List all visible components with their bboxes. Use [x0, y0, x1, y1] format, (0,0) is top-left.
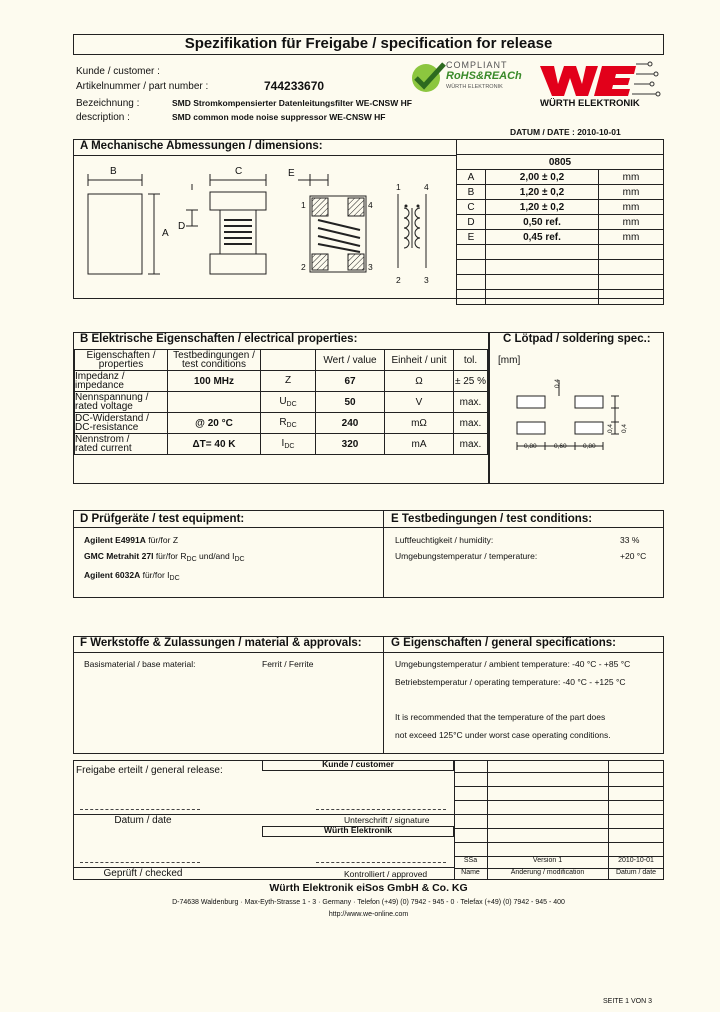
- rohs-compliant: COMPLIANT: [446, 60, 508, 70]
- schem-pin-3: 3: [424, 275, 429, 285]
- rev-row-1: [454, 772, 664, 773]
- date-line-1: [80, 809, 200, 810]
- rev-initials: SSa: [463, 857, 478, 864]
- designation: SMD Stromkompensierter Datenleitungsfilter WE-CNSW HF: [172, 98, 412, 108]
- section-g-title: [391, 637, 616, 649]
- page-number: SEITE 1 VON 3: [603, 998, 653, 1005]
- customer-head: Kunde / customer: [322, 759, 394, 769]
- dim-label-e: E: [288, 168, 295, 179]
- soldering-unit: [mm]: [498, 355, 521, 366]
- table-header: Eigenschaften / properties Testbedingungen / test conditions Wert / value Einheit / unit tol.: [75, 350, 488, 371]
- pad-dim-4: 0,4: [554, 378, 562, 389]
- size-code: 0805: [457, 155, 664, 170]
- pin-1: 1: [301, 200, 306, 210]
- schem-pin-4: 4: [424, 182, 429, 192]
- schem-pin-2: 2: [396, 275, 401, 285]
- approved-label: Kontrolliert / approved: [344, 869, 428, 879]
- pin-3: 3: [368, 262, 373, 272]
- section-e-letter: E: [391, 513, 399, 525]
- section-b-title: [80, 333, 357, 345]
- section-g-heading: Eigenschaften / general specifications:: [403, 637, 616, 649]
- schem-pin-1: 1: [396, 182, 401, 192]
- general-release-label: Freigabe erteilt / general release:: [76, 765, 223, 776]
- temperature-label: Umgebungstemperatur / temperature:: [395, 551, 538, 561]
- company-web[interactable]: http://www.we-online.com: [328, 911, 409, 918]
- part-number-label: Artikelnummer / part number :: [76, 81, 209, 92]
- section-f-letter: F: [80, 637, 88, 649]
- part-number: 744233670: [264, 79, 325, 93]
- section-f-heading: Werkstoffe & Zulassungen / material & approvals:: [90, 637, 362, 649]
- humidity-value: 33 %: [620, 535, 640, 545]
- table-row: Nennspannung / rated voltage $U_{DC}$ 50 V max.: [75, 392, 488, 413]
- section-e-title: [391, 513, 592, 525]
- section-d-title: [80, 513, 244, 525]
- page-title: Spezifikation für Freigabe / specification for release: [184, 35, 553, 52]
- rohs-check-icon: [408, 60, 448, 94]
- we-logo-mark-icon: [536, 58, 662, 98]
- temperature-note-1: It is recommended that the temperature of the part does: [395, 712, 606, 722]
- electrical-table: [74, 349, 488, 455]
- rev-col-name: Name: [461, 869, 480, 876]
- section-c-letter: C: [503, 333, 512, 345]
- designation-label: Bezeichnung :: [76, 98, 140, 109]
- operating-temperature: Betriebstemperatur / operating temperature: -40 °C - +125 °C: [395, 677, 626, 687]
- section-b-letter: B: [80, 333, 89, 345]
- company-address: D-74638 Waldenburg · Max-Eyth-Strasse 1 - 3 · Germany · Telefon (+49) (0) 7942 - 945 - 0 · Telefax (+49) (0) 7942 - 945 - 400: [172, 899, 565, 906]
- dim-label-a: A: [162, 228, 169, 239]
- rev-row-5: [454, 828, 664, 829]
- section-de-title-rule: [73, 527, 664, 528]
- section-a-letter: A: [80, 140, 88, 152]
- we-name: WÜRTH ELEKTRONIK: [540, 98, 640, 109]
- signature-label: Unterschrift / signature: [344, 815, 430, 825]
- approved-line: [316, 862, 446, 863]
- release-date: DATUM / DATE : 2010-10-01: [510, 127, 621, 137]
- rev-col-change: Änderung / modification: [510, 869, 585, 876]
- rev-row-3: [454, 800, 664, 801]
- section-c-title: [503, 333, 651, 345]
- section-fg-title-rule: [73, 652, 664, 653]
- dim-label-c: C: [235, 166, 243, 177]
- rev-version: Version 1: [532, 857, 563, 864]
- pad-dim-5: 0,4: [607, 423, 615, 434]
- equipment-3: Agilent 6032A für/for $I_{DC}$: [84, 570, 180, 582]
- temperature-value: +20 °C: [620, 551, 647, 561]
- section-a-heading: Mechanische Abmessungen / dimensions:: [91, 140, 323, 152]
- checked-label: Geprüft / checked: [103, 868, 183, 879]
- section-b-heading: Elektrische Eigenschaften / electrical properties:: [91, 333, 358, 345]
- section-de-divider: [383, 510, 384, 598]
- equipment-2: GMC Metrahit 27I für/for $R_{DC}$ und/and $I_{DC}$: [84, 551, 245, 563]
- rev-date: 2010-10-01: [618, 857, 654, 864]
- pad-dim-3: 0,80: [583, 443, 596, 450]
- base-material-value: Ferrit / Ferrite: [262, 659, 314, 669]
- table-row: A 2,00 ± 0,2 mm: [457, 170, 664, 185]
- section-fg-divider: [383, 636, 384, 754]
- temperature-note-2: not exceed 125°C under worst case operating conditions.: [395, 730, 611, 740]
- section-a-title: [80, 140, 323, 152]
- table-row: Impedanz / impedance 100 MHz Z 67 Ω ± 25 %: [75, 371, 487, 391]
- table-row: B 1,20 ± 0,2 mm: [457, 185, 664, 200]
- pad-dim-2: 0,60: [554, 443, 567, 450]
- rev-col-date: Datum / date: [615, 869, 657, 876]
- ambient-temperature: Umgebungstemperatur / ambient temperature: -40 °C - +85 °C: [395, 659, 631, 669]
- date-label: Datum / date: [114, 815, 172, 826]
- description: SMD common mode noise suppressor WE-CNSW HF: [172, 112, 386, 122]
- humidity-label: Luftfeuchtigkeit / humidity:: [395, 535, 494, 545]
- section-f-title: [80, 637, 362, 649]
- dim-label-d: D: [178, 221, 186, 232]
- dimension-table: [456, 139, 664, 305]
- rohs-we: WÜRTH ELEKTRONIK: [446, 84, 503, 90]
- pad-dim-1: 0,80: [524, 443, 537, 450]
- we-head: Würth Elektronik: [323, 825, 392, 835]
- section-d-heading: Prüfgeräte / test equipment:: [91, 513, 245, 525]
- rohs-reach: RoHS&REACh: [446, 70, 522, 82]
- table-row: Nennstrom / rated current ΔT= 40 K $I_{DC}$ 320 mA max.: [75, 434, 488, 455]
- customer-label: Kunde / customer :: [76, 66, 160, 77]
- section-e-heading: Testbedingungen / test conditions:: [401, 513, 593, 525]
- description-label: description :: [76, 112, 130, 123]
- rev-row-6: [454, 842, 664, 843]
- table-row: C 1,20 ± 0,2 mm: [457, 200, 664, 215]
- table-row: D 0,50 ref. mm: [457, 215, 664, 230]
- signature-line-1: [316, 809, 446, 810]
- table-row: E 0,45 ref. mm: [457, 230, 664, 245]
- pin-4: 4: [368, 200, 373, 210]
- section-g-letter: G: [391, 637, 400, 649]
- we-logo: [536, 58, 662, 112]
- checked-line: [80, 862, 200, 863]
- section-c-heading: Lötpad / soldering spec.:: [514, 333, 651, 345]
- rev-row-2: [454, 786, 664, 787]
- table-row: DC-Widerstand / DC-resistance @ 20 °C $R_{DC}$ 240 mΩ max.: [75, 413, 488, 434]
- pad-dim-6: 0,4: [621, 423, 629, 434]
- equipment-1: Agilent E4991A für/for Z: [84, 535, 179, 545]
- base-material-label: Basismaterial / base material:: [84, 659, 196, 669]
- pin-2: 2: [301, 262, 306, 272]
- rev-row-4: [454, 814, 664, 815]
- dim-label-b: B: [110, 166, 117, 177]
- section-d-letter: D: [80, 513, 89, 525]
- company-name: Würth Elektronik eiSos GmbH & Co. KG: [269, 882, 468, 894]
